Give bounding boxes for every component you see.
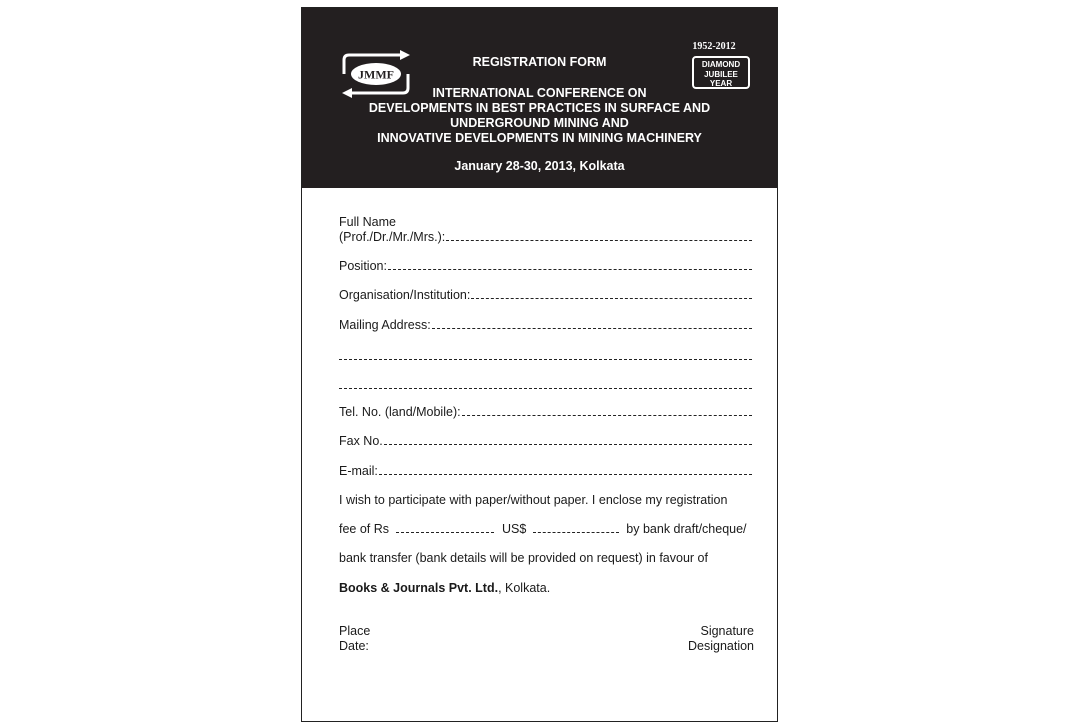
payee-statement — [339, 581, 750, 595]
fax-line[interactable] — [384, 443, 752, 445]
form-title: REGISTRATION FORM — [472, 55, 607, 69]
mailing-address-field[interactable] — [339, 318, 752, 332]
logo-text: JMMF — [358, 67, 394, 82]
fee-usd-blank[interactable] — [533, 531, 619, 533]
full-name-field[interactable] — [339, 230, 752, 244]
place-date-block — [339, 624, 370, 654]
form-header — [302, 8, 777, 188]
title-label: (Prof./Dr./Mr./Mrs.): — [339, 230, 446, 244]
badge-line: DIAMOND — [701, 60, 741, 69]
position-field[interactable] — [339, 259, 752, 273]
mailing-address-line[interactable] — [339, 387, 752, 389]
fee-rs-blank[interactable] — [396, 531, 494, 533]
mailing-address-line-2[interactable] — [339, 348, 752, 363]
organisation-label: Organisation/Institution: — [339, 288, 471, 302]
conference-date-venue: January 28-30, 2013, Kolkata — [454, 159, 625, 173]
date-label: Date: — [339, 639, 369, 653]
badge-line: YEAR — [709, 79, 733, 88]
conference-title-line: UNDERGROUND MINING AND — [450, 116, 629, 130]
email-field[interactable] — [339, 464, 752, 478]
position-line[interactable] — [388, 268, 752, 270]
mailing-address-line-3[interactable] — [339, 377, 752, 392]
position-label: Position: — [339, 259, 387, 273]
fee-usd-label: US$ — [502, 522, 527, 536]
mailing-address-label: Mailing Address: — [339, 318, 431, 332]
jubilee-years: 1952-2012 — [692, 41, 736, 52]
mailing-address-line[interactable] — [432, 327, 752, 329]
full-name-text: Full Name — [339, 215, 396, 229]
conference-title-line: INTERNATIONAL CONFERENCE ON — [432, 86, 647, 100]
telephone-label: Tel. No. (land/Mobile): — [339, 405, 461, 419]
fax-label: Fax No. — [339, 434, 383, 448]
telephone-field[interactable] — [339, 405, 752, 419]
designation-label: Designation — [687, 639, 754, 653]
bank-transfer-text: bank transfer (bank details will be provided on request) in favour of — [339, 551, 708, 565]
fee-statement — [339, 522, 750, 536]
signature-label: Signature — [700, 624, 754, 638]
full-name-line[interactable] — [446, 239, 752, 241]
telephone-line[interactable] — [462, 414, 752, 416]
payee-name: Books & Journals Pvt. Ltd. — [339, 581, 499, 595]
participation-text: I wish to participate with paper/without paper. I enclose my registration — [339, 493, 728, 507]
participation-statement — [339, 493, 750, 507]
registration-form-page — [301, 7, 778, 722]
bank-transfer-statement — [339, 551, 750, 565]
email-line[interactable] — [379, 473, 752, 475]
payee-city: , Kolkata. — [498, 581, 551, 595]
conference-title-line: DEVELOPMENTS IN BEST PRACTICES IN SURFACE AND — [368, 101, 711, 115]
organisation-line[interactable] — [471, 297, 752, 299]
fee-rs-label: fee of Rs — [339, 522, 390, 536]
signature-block — [688, 624, 754, 654]
organisation-field[interactable] — [339, 288, 752, 302]
conference-title — [302, 86, 777, 146]
email-label: E-mail: — [339, 464, 378, 478]
badge-line: JUBILEE — [704, 69, 738, 79]
full-name-label — [339, 215, 396, 230]
mailing-address-line[interactable] — [339, 358, 752, 360]
place-label: Place — [339, 624, 371, 638]
fax-field[interactable] — [339, 434, 752, 448]
fee-payment-text: by bank draft/cheque/ — [626, 522, 747, 536]
conference-title-line: INNOVATIVE DEVELOPMENTS IN MINING MACHINERY — [377, 131, 702, 145]
